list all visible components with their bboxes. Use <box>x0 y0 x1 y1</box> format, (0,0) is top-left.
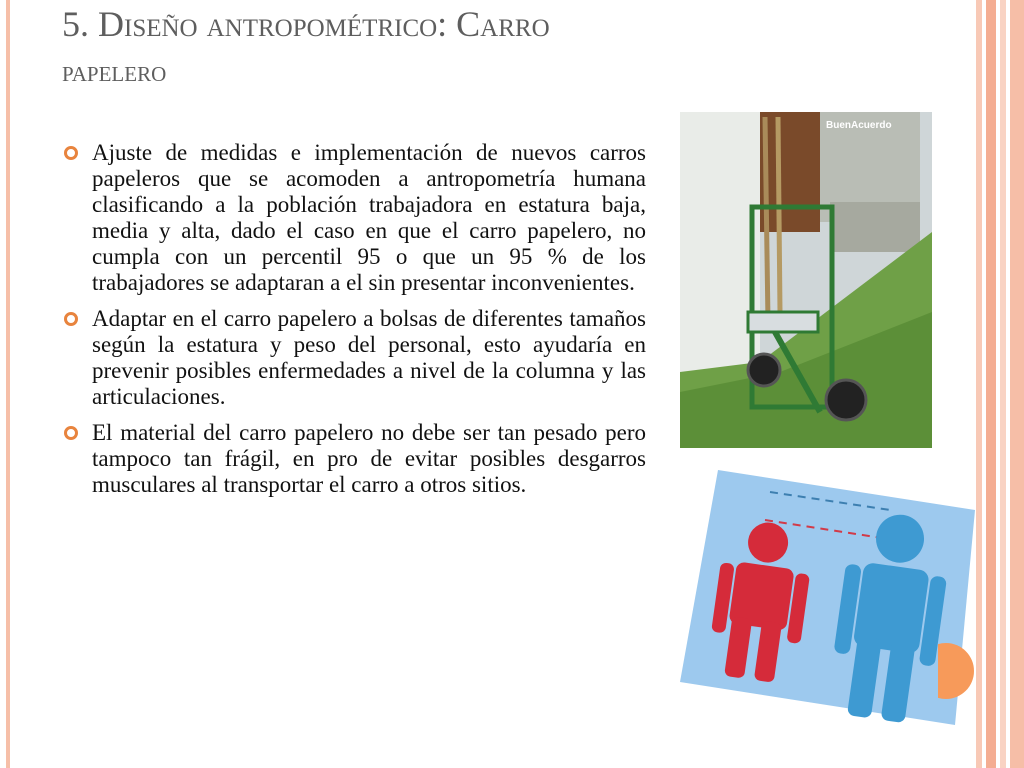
bullet-ring-icon <box>64 312 78 326</box>
title-number: 5. <box>62 4 89 44</box>
title-line-1: Diseño antropométrico: Carro <box>98 4 550 44</box>
bullet-text-3: El material del carro papelero no debe ser tan pesado pero tampoco tan frágil, en pro de evitar posibles desgarros musculares al transportar el carro a otros sitios. <box>92 420 646 497</box>
bullet-item-2 <box>62 306 646 410</box>
anthropometric-figures-image <box>680 470 980 730</box>
title-line-2: papelero <box>62 55 167 88</box>
left-border-line <box>6 0 10 768</box>
bullet-item-1 <box>62 140 646 296</box>
orange-circle-decoration <box>938 642 976 700</box>
photo-watermark: BuenAcuerdo <box>826 120 892 131</box>
bullet-text-1: Ajuste de medidas e implementación de nuevos carros papeleros que se acomoden a antropometría humana clasificando a la población trabajadora en estatura baja, media y alta, dado el caso en que el carro papelero, no cumpla con un percentil 95 o que un 95 % de los trabajadores se adaptaran a el sin presentar inconvenientes. <box>92 140 646 295</box>
right-decorative-stripes <box>976 0 1024 768</box>
bullet-list <box>62 140 646 508</box>
bullet-text-2: Adaptar en el carro papelero a bolsas de diferentes tamaños según la estatura y peso del personal, esto ayudaría en prevenir posibles enfermedades a nivel de la columna y las articulaciones. <box>92 306 646 409</box>
paper-cart-photo <box>680 112 932 448</box>
bullet-item-3 <box>62 420 646 498</box>
page-title <box>62 0 762 96</box>
bullet-ring-icon <box>64 146 78 160</box>
bullet-ring-icon <box>64 426 78 440</box>
